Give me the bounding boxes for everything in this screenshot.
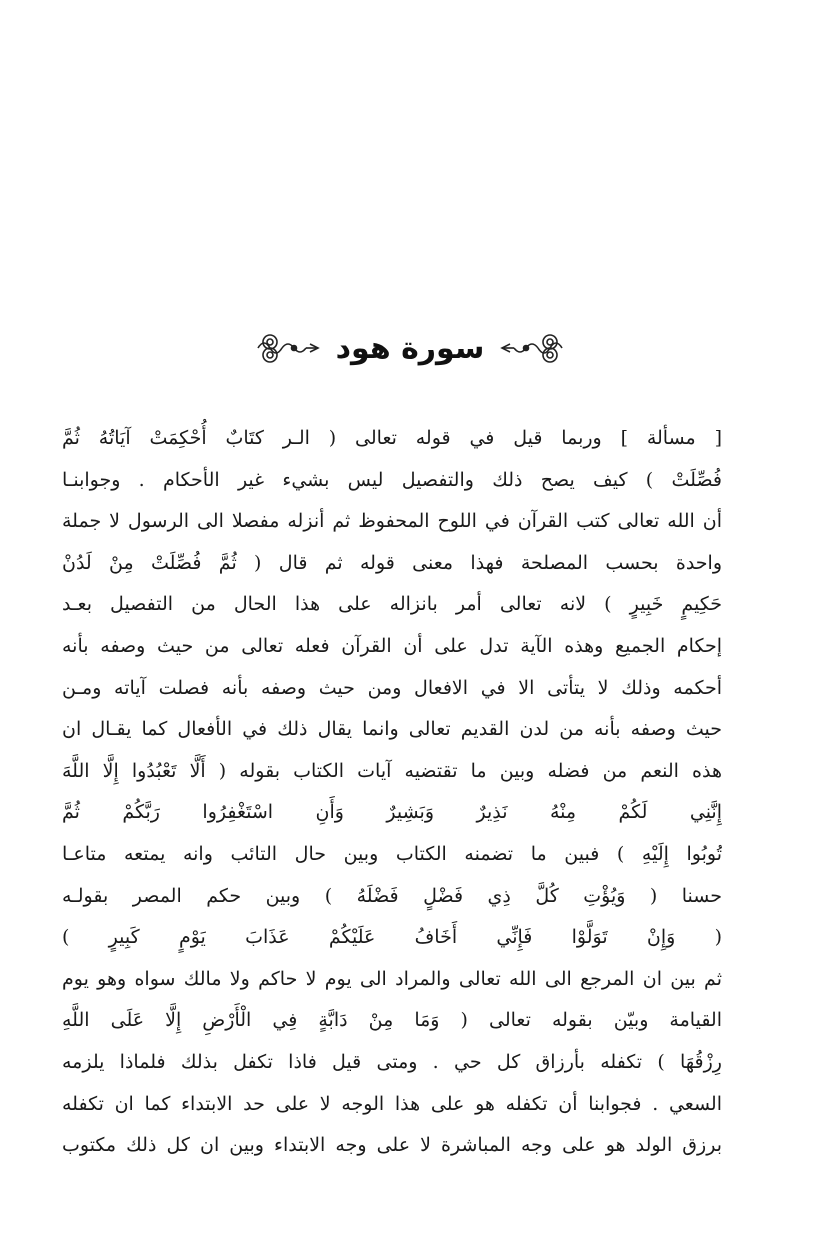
- text-line: أن الله تعالى كتب القرآن في اللوح المحفوظ ثم أنزله مفصلا الى الرسول لا جملة: [62, 510, 722, 533]
- text-line: تُوبُوا إِلَيْهِ ) فبين ما تضمنه الكتاب وبين حال التائب وانه يمتعه متاعـا: [62, 842, 722, 865]
- left-ornament-icon: [498, 328, 570, 368]
- text-line: فُصِّلَتْ ) كيف يصح ذلك والتفصيل ليس بشيء غير الأحكام . وجوابنـا: [62, 468, 722, 491]
- text-line: واحدة بحسب المصلحة فهذا معنى قوله ثم قال ( ثُمَّ فُصِّلَتْ مِنْ لَدُنْ: [62, 551, 722, 574]
- text-line: ( وَإِنْ تَوَلَّوْا فَإِنِّي أَخَافُ عَلَيْكُمْ عَذَابَ يَوْمٍ كَبِيرٍ ): [62, 926, 722, 949]
- text-line: حيث وصفه بأنه من لدن القديم تعالى وانما يقال ذلك في الأفعال كما يقـال ان: [62, 718, 722, 741]
- text-line: برزق الولد هو على وجه المباشرة لا على وجه الابتداء وبين ان كل ذلك مكتوب: [62, 1134, 722, 1157]
- text-line: حسنا ( وَيُؤْتِ كُلَّ ذِي فَضْلٍ فَضْلَهُ ) وبين حكم المصر بقولـه: [62, 884, 722, 907]
- text-line: حَكِيمٍ خَبِيرٍ ) لانه تعالى أمر بانزاله على هذا الحال من التفصيل بعـد: [62, 593, 722, 616]
- text-line: أحكمه وذلك لا يتأتى الا في الافعال ومن حيث وصفه بأنه فصلت آياته ومـن: [62, 676, 722, 699]
- text-line: هذه النعم من فضله وبين ما تقتضيه آيات الكتاب بقوله ( أَلَّا تَعْبُدُوا إِلَّا اللَّهَ: [62, 759, 722, 782]
- text-line: ثم بين ان المرجع الى الله تعالى والمراد الى يوم لا حاكم ولا مالك سواه وهو يوم: [62, 967, 722, 990]
- text-line: إحكام الجميع وهذه الآية تدل على أن القرآن فعله تعالى من حيث وصفه بأنه: [62, 634, 722, 657]
- text-line: إِنَّنِي لَكُمْ مِنْهُ نَذِيرٌ وَبَشِيرٌ وَأَنِ اسْتَغْفِرُوا رَبَّكُمْ ثُمَّ: [62, 801, 722, 824]
- chapter-header: [0, 318, 820, 378]
- chapter-title: سورة هود: [335, 330, 485, 366]
- text-line: رِزْقُهَا ) تكفله بأرزاق كل حي . ومتى قيل فاذا تكفل بذلك فلماذا يلزمه: [62, 1050, 722, 1073]
- page-body: [62, 418, 722, 1167]
- right-ornament-icon: [250, 328, 322, 368]
- text-line: القيامة وبيّن بقوله تعالى ( وَمَا مِنْ دَابَّةٍ فِي الْأَرْضِ إِلَّا عَلَى اللَّهِ: [62, 1009, 722, 1032]
- text-line: السعي . فجوابنا أن تكفله هو على هذا الوجه لا على حد الابتداء كما ان تكفله: [62, 1092, 722, 1115]
- text-line: [ مسألة ] وربما قيل في قوله تعالى ( الـر كتَابٌ أُحْكِمَتْ آيَاتُهُ ثُمَّ: [62, 427, 722, 449]
